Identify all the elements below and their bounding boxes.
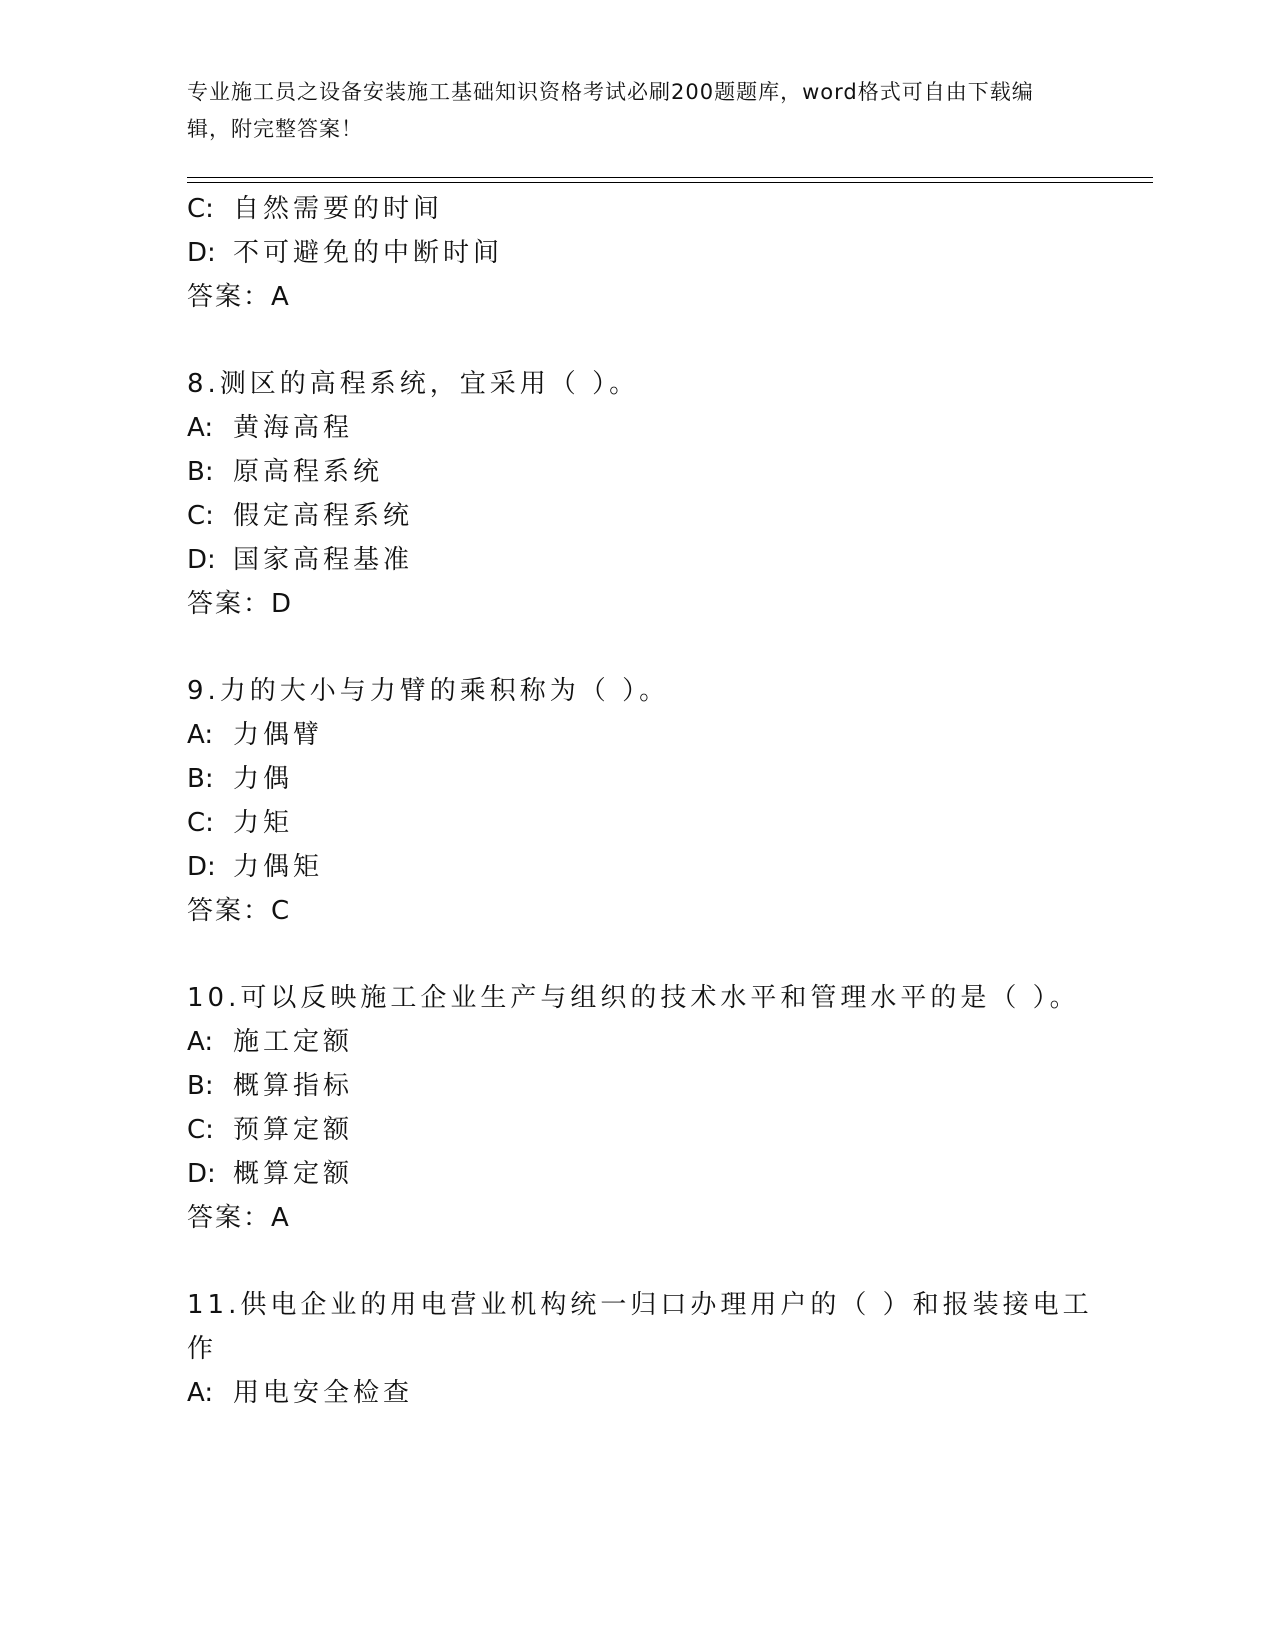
option-line xyxy=(187,718,323,752)
option-key: D: xyxy=(187,852,216,882)
option-text: 力偶矩 xyxy=(233,852,324,882)
document-header: 专业施工员之设备安装施工基础知识资格考试必刷200题题库，word格式可自由下载编辑，附完整答案！ xyxy=(187,80,1034,141)
option-text: 施工定额 xyxy=(233,1027,354,1057)
option-key: B: xyxy=(187,457,214,487)
option-text: 力矩 xyxy=(233,808,294,838)
option-key: A: xyxy=(187,720,214,750)
option-key: D: xyxy=(187,545,216,575)
answer-line: 答案：A xyxy=(187,282,291,312)
option-key: A: xyxy=(187,1378,214,1408)
option-key: C: xyxy=(187,1115,214,1145)
option-line xyxy=(187,192,443,226)
option-line xyxy=(187,411,353,445)
option-line xyxy=(187,455,383,489)
option-line xyxy=(187,543,413,577)
option-key: B: xyxy=(187,764,214,794)
answer-line: 答案：D xyxy=(187,589,294,619)
option-text: 用电安全检查 xyxy=(233,1378,414,1408)
option-line xyxy=(187,850,323,884)
option-line xyxy=(187,806,293,840)
question-stem: 10.可以反映施工企业生产与组织的技术水平和管理水平的是（ ）。 xyxy=(187,983,1080,1013)
question-stem: 9.力的大小与力臂的乘积称为（ ）。 xyxy=(187,676,670,706)
option-key: B: xyxy=(187,1071,214,1101)
option-key: C: xyxy=(187,808,214,838)
option-line xyxy=(187,1113,353,1147)
option-line xyxy=(187,1025,353,1059)
option-line xyxy=(187,762,293,796)
option-text: 自然需要的时间 xyxy=(233,194,444,224)
option-text: 力偶臂 xyxy=(233,720,324,750)
option-text: 国家高程基准 xyxy=(233,545,414,575)
question-stem: 11.供电企业的用电营业机构统一归口办理用户的（ ）和报装接电工 xyxy=(187,1290,1093,1320)
option-text: 原高程系统 xyxy=(233,457,384,487)
option-text: 概算定额 xyxy=(233,1159,354,1189)
header-divider-top xyxy=(187,177,1153,178)
option-line xyxy=(187,1069,353,1103)
option-text: 预算定额 xyxy=(233,1115,354,1145)
option-line xyxy=(187,499,413,533)
option-line xyxy=(187,236,503,270)
option-key: A: xyxy=(187,1027,214,1057)
header-divider-bottom xyxy=(187,182,1153,183)
option-key: D: xyxy=(187,1159,216,1189)
question-stem-continued: 作 xyxy=(187,1334,218,1364)
answer-line: 答案：C xyxy=(187,896,292,926)
option-text: 不可避免的中断时间 xyxy=(233,238,504,268)
option-text: 力偶 xyxy=(233,764,294,794)
option-key: C: xyxy=(187,501,214,531)
option-key: C: xyxy=(187,194,214,224)
question-stem: 8.测区的高程系统，宜采用（ ）。 xyxy=(187,369,640,399)
option-line xyxy=(187,1376,413,1410)
option-text: 黄海高程 xyxy=(233,413,354,443)
option-line xyxy=(187,1157,353,1191)
option-text: 假定高程系统 xyxy=(233,501,414,531)
option-key: D: xyxy=(187,238,216,268)
option-text: 概算指标 xyxy=(233,1071,354,1101)
answer-line: 答案：A xyxy=(187,1203,291,1233)
option-key: A: xyxy=(187,413,214,443)
